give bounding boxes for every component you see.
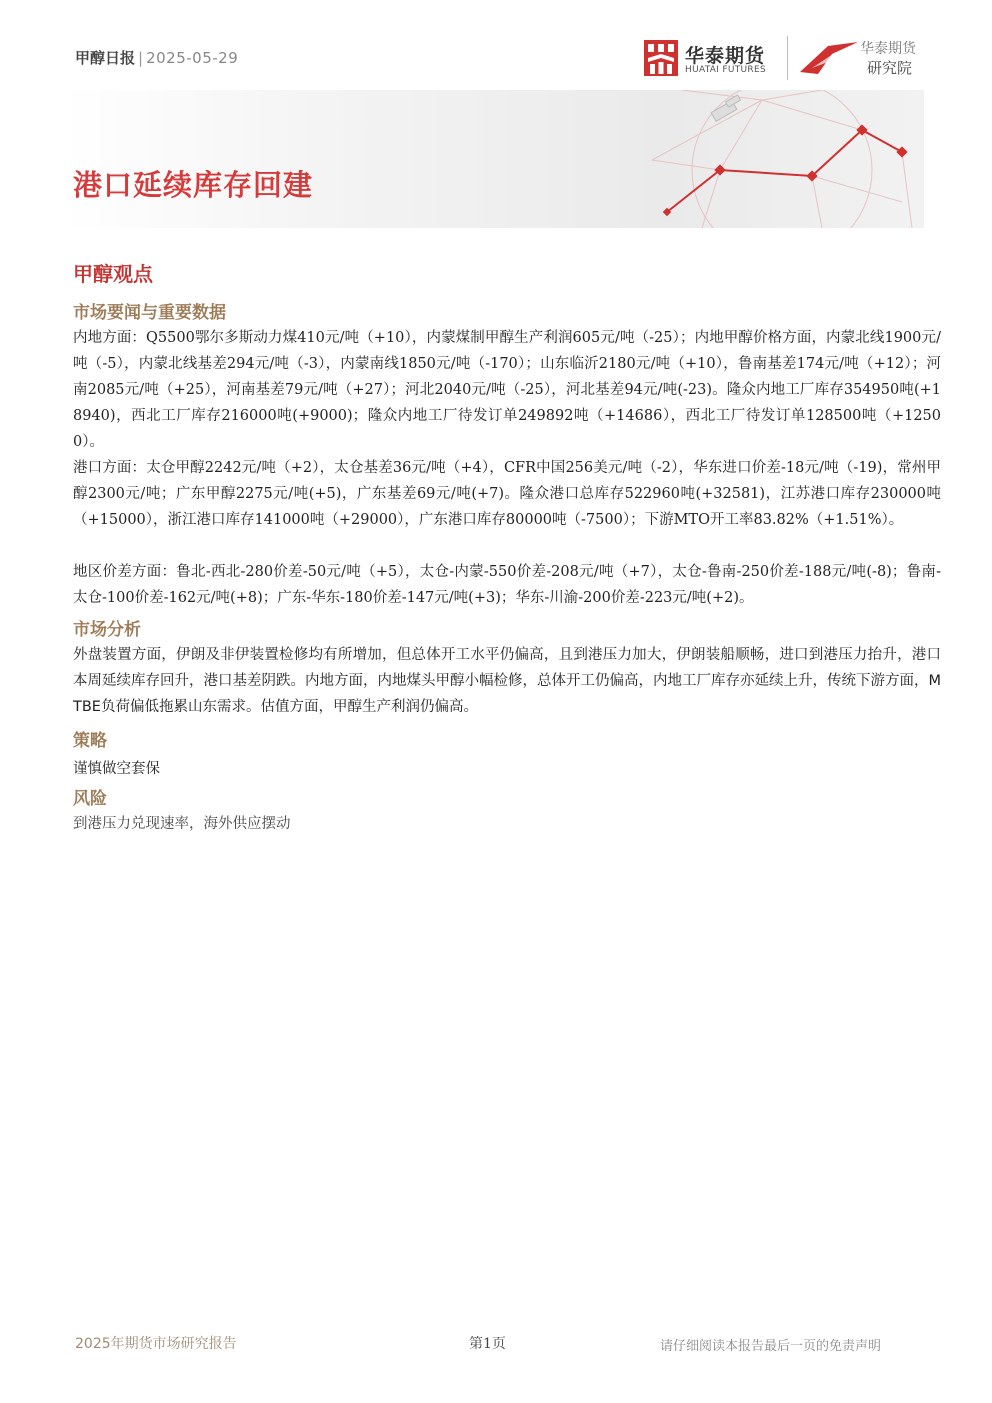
footer-report-name: 2025年期货市场研究报告: [75, 1336, 237, 1352]
title-banner: [62, 90, 924, 228]
subheading-market-analysis: 市场分析: [73, 620, 141, 640]
report-date: 2025-05-29: [146, 49, 239, 67]
page-title: 港口延续库存回建: [73, 168, 314, 202]
company-name-cn: 华泰期货: [685, 45, 766, 67]
paragraph-port: 港口方面：太仓甲醇2242元/吨（+2），太仓基差36元/吨（+4），CFR中国256美元/吨（-2），华东进口价差-18元/吨（-19)，常州甲醇2300元/吨；广东甲醇2275元/吨(+5)，广东基差69元/吨(+7)。隆众港口总库存522960吨(+32581)，江苏港口库存230000吨（+15000），浙江港口库存141000吨（+29000），广东港口库存80000吨（-7500）；下游MTO开工率83.82%（+1.51%）。: [73, 460, 941, 528]
research-name-line1: 华泰期货: [860, 41, 916, 57]
subheading-strategy: 策略: [73, 731, 107, 751]
subheading-risk: 风险: [73, 789, 107, 809]
disclaimer-note: 请仔细阅读本报告最后一页的免责声明: [660, 1339, 882, 1354]
huatai-logo: [644, 40, 784, 78]
paragraph-inland: 内地方面：Q5500鄂尔多斯动力煤410元/吨（+10），内蒙煤制甲醇生产利润605元/吨（-25）；内地甲醇价格方面，内蒙北线1900元/吨（-5），内蒙北线基差294元/吨（-3），内蒙南线1850元/吨（-170）；山东临沂2180元/吨（+10），鲁南基差174元/吨（+12）；河南2085元/吨（+25），河南基差79元/吨（+27）；河北2040元/吨（-25），河北基差94元/吨(-23)。隆众内地工厂库存354950吨(+18940)，西北工厂库存216000吨(+9000)；隆众内地工厂待发订单249892吨（+14686），西北工厂待发订单128500吨（+12500）。: [73, 330, 941, 450]
header-separator: |: [138, 49, 144, 67]
research-institute-logo: [798, 38, 928, 80]
company-name-en: HUATAI FUTURES: [685, 65, 766, 75]
doc-type: 甲醇日报: [75, 49, 136, 67]
risk-text: 到港压力兑现速率，海外供应摆动: [73, 816, 291, 832]
page-number: 第1页: [469, 1336, 506, 1352]
logo-divider: [787, 36, 788, 80]
doc-type-label: [75, 47, 238, 68]
paragraph-regional: 地区价差方面：鲁北-西北-280价差-50元/吨（+5），太仓-内蒙-550价差-208元/吨（+7），太仓-鲁南-250价差-188元/吨(-8)；鲁南-太仓-100价差-162元/吨(+8)；广东-华东-180价差-147元/吨(+3)；华东-川渝-200价差-223元/吨(+2)。: [73, 564, 941, 606]
huatai-logo-icon: [644, 40, 678, 76]
research-name-line2: 研究院: [867, 59, 913, 77]
network-graphic: [622, 90, 924, 228]
research-logo-icon: [798, 40, 860, 76]
paragraph-analysis: 外盘装置方面，伊朗及非伊装置检修均有所增加，但总体开工水平仍偏高，且到港压力加大，伊朗装船顺畅，进口到港压力抬升，港口本周延续库存回升，港口基差阴跌。内地方面，内地煤头甲醇小幅检修，总体开工仍偏高，内地工厂库存亦延续上升，传统下游方面，MTBE负荷偏低拖累山东需求。估值方面，甲醇生产利润仍偏高。: [73, 647, 942, 715]
section-title: 甲醇观点: [73, 262, 153, 286]
strategy-text: 谨慎做空套保: [73, 761, 160, 777]
subheading-market-news: 市场要闻与重要数据: [73, 303, 226, 323]
